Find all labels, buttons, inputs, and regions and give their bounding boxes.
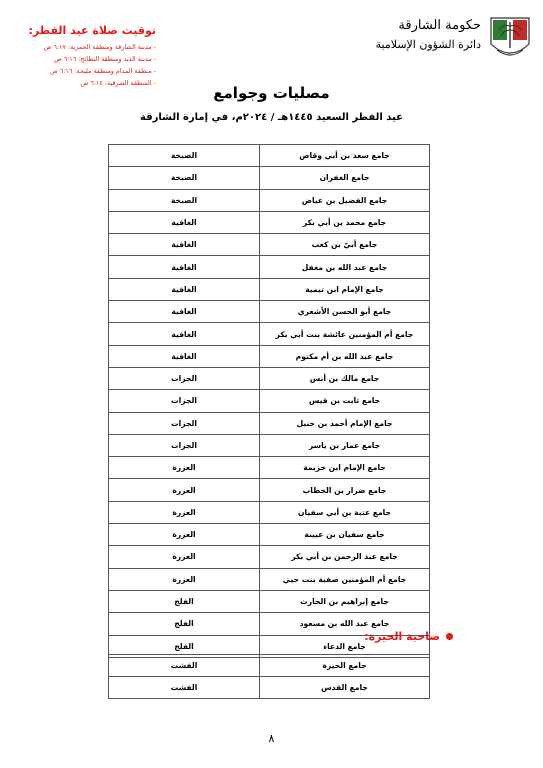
area-cell: الجزات [109, 390, 260, 412]
area-cell: الجزات [109, 367, 260, 389]
prayer-times-block [6, 24, 156, 89]
area-cell: الفلج [109, 590, 260, 612]
table-row [109, 278, 430, 300]
section-heading-label: ضاحية الحيرة: [364, 630, 440, 643]
table-row [109, 234, 430, 256]
prayer-time-line: - مدينة الشارقة ومنطقة الحمرية: ٦:١٧ ص [43, 43, 156, 51]
mosque-name-cell: جامع عبد الله بن أم مكتوم [260, 345, 430, 367]
area-cell: الجزات [109, 412, 260, 434]
table-row [109, 501, 430, 523]
mosque-name-cell: جامع أم المؤمنين صفية بنت حيي [260, 568, 430, 590]
area-cell: الفشت [109, 677, 260, 699]
area-cell: الغافية [109, 278, 260, 300]
mosque-name-cell: جامع الإمام أحمد بن حنبل [260, 412, 430, 434]
hira-mosques-table [108, 654, 430, 699]
area-cell: العزرة [109, 457, 260, 479]
table-row [109, 568, 430, 590]
area-cell: العزرة [109, 479, 260, 501]
table-row [109, 412, 430, 434]
table-row [109, 434, 430, 456]
mosque-name-cell: جامع القدس [260, 677, 430, 699]
area-cell: العزرة [109, 546, 260, 568]
area-cell: الصبخة [109, 189, 260, 211]
area-cell: الفشت [109, 655, 260, 677]
mosque-name-cell: جامع الإمام ابن خزيمة [260, 457, 430, 479]
table-row [109, 677, 430, 699]
table-row [109, 590, 430, 612]
table-row [109, 367, 430, 389]
area-cell: الغافية [109, 256, 260, 278]
prayer-time-line: - مدينة الذيد ومنطقة البطائح: ٦:١٦ ص [53, 55, 156, 63]
area-cell: الصبخة [109, 145, 260, 167]
prayer-time-line: - منطقة المدام ومنطقة مليحة: ٦:١٦ ص [50, 67, 156, 75]
table-row [109, 301, 430, 323]
table-row [109, 211, 430, 233]
area-cell: الفلج [109, 635, 260, 657]
mosque-name-cell: جامع محمد بن أبي بكر [260, 211, 430, 233]
mosque-name-cell: جامع الغفران [260, 167, 430, 189]
sharjah-government-emblem [487, 14, 533, 62]
table-row [109, 457, 430, 479]
mosque-name-cell: جامع سعد بن أبي وقاص [260, 145, 430, 167]
area-cell: الفلج [109, 613, 260, 635]
page-title: مصليات وجوامع [213, 84, 330, 102]
mosque-name-cell: جامع مالك بن أنس [260, 367, 430, 389]
mosque-name-cell: جامع ثابت بن قيس [260, 390, 430, 412]
area-cell: الجزات [109, 434, 260, 456]
table-row [109, 167, 430, 189]
mosque-name-cell: جامع عبد الله بن مسعود [260, 613, 430, 635]
mosque-name-cell: جامع سفيان بن عيينة [260, 524, 430, 546]
area-cell: الغافية [109, 301, 260, 323]
table-row [109, 524, 430, 546]
area-cell: الغافية [109, 323, 260, 345]
mosque-name-cell: جامع ضرار بن الخطاب [260, 479, 430, 501]
area-cell: العزرة [109, 524, 260, 546]
prayer-times-title: توقيت صلاة عيد الفطر: [28, 24, 156, 37]
mosque-name-cell: جامع الدعاء [260, 635, 430, 657]
area-cell: الصبخة [109, 167, 260, 189]
mosque-name-cell: جامع أبو الحسن الأشعري [260, 301, 430, 323]
mosque-name-cell: جامع أم المؤمنين عائشة بنت أبي بكر [260, 323, 430, 345]
prayer-time-line: - المنطقة الشرقية: ٦:١٤ ص [80, 79, 156, 87]
mosque-name-cell: جامع أبيّ بن كعب [260, 234, 430, 256]
bullet-icon [446, 633, 453, 640]
mosque-name-cell: جامع عبد الله بن مغفل [260, 256, 430, 278]
table-row [109, 655, 430, 677]
area-cell: الغافية [109, 234, 260, 256]
page-subtitle: عيد الفطر السعيد ١٤٤٥هـ / ٢٠٢٤م، في إمارة الشارقة [140, 112, 403, 123]
mosque-name-cell: جامع الحيرة [260, 655, 430, 677]
table-row [109, 390, 430, 412]
area-cell: العزرة [109, 501, 260, 523]
area-cell: الغافية [109, 345, 260, 367]
section-heading-hira [364, 630, 453, 643]
department-title: دائرة الشؤون الإسلامية [375, 38, 481, 51]
mosque-name-cell: جامع عمار بن ياسر [260, 434, 430, 456]
mosque-name-cell: جامع الفضيل بن عياض [260, 189, 430, 211]
table-row [109, 145, 430, 167]
area-cell: العزرة [109, 568, 260, 590]
table-row [109, 479, 430, 501]
mosque-name-cell: جامع عبد الرحمن بن أبي بكر [260, 546, 430, 568]
page-number: ٨ [268, 732, 275, 745]
mosque-name-cell: جامع الإمام ابن تيمية [260, 278, 430, 300]
table-row [109, 546, 430, 568]
mosque-name-cell: جامع عتبة بن أبي سفيان [260, 501, 430, 523]
government-title: حكومة الشارقة [398, 18, 481, 33]
table-row [109, 189, 430, 211]
mosques-table [108, 144, 430, 658]
mosque-name-cell: جامع إبراهيم بن الحارث [260, 590, 430, 612]
table-row [109, 256, 430, 278]
table-row [109, 345, 430, 367]
table-row [109, 323, 430, 345]
area-cell: الغافية [109, 211, 260, 233]
